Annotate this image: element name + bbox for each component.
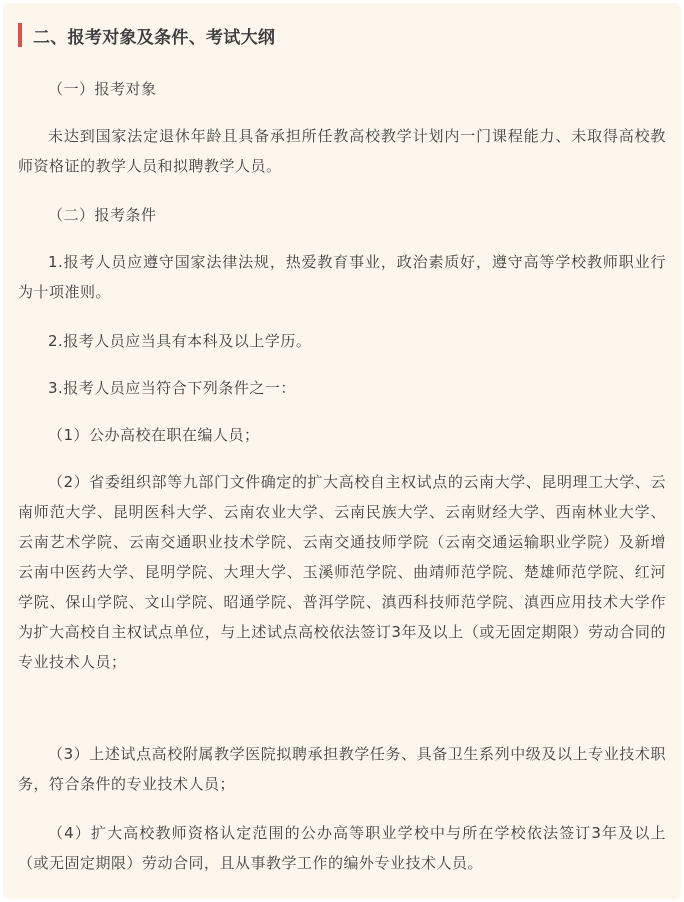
- paragraph-item-3: （3）上述试点高校附属教学医院拟聘承担教学任务、具备卫生系列中级及以上专业技术职务，符合条件的专业技术人员；: [18, 745, 666, 793]
- paragraph-item-1: （1）公办高校在职在编人员；: [48, 426, 260, 444]
- paragraph-item-2: （2）省委组织部等九部门文件确定的扩大高校自主权试点的云南大学、昆明理工大学、云南师范大学、昆明医科大学、云南农业大学、云南民族大学、云南财经大学、西南林业大学、云南艺术学院、云南交通职业技术学院、云南交通技师学院（云南交通运输职业学院）及新增云南中医药大学、昆明学院、大理大学、玉溪师范学院、曲靖师范学院、楚雄师范学院、红河学院、保山学院、文山学院、昭通学院、普洱学院、滇西科技师范学院、滇西应用技术大学作为扩大高校自主权试点单位，与上述试点高校依法签订3年及以上（或无固定期限）劳动合同的专业技术人员；: [18, 473, 666, 671]
- heading-accent-bar: [18, 23, 22, 47]
- section-heading: [18, 22, 275, 48]
- paragraph-condition-2: 2.报考人员应当具有本科及以上学历。: [48, 332, 312, 350]
- paragraph-condition-1: 1.报考人员应遵守国家法律法规，热爱教育事业，政治素质好，遵守高等学校教师职业行为十项准则。: [18, 253, 666, 301]
- paragraph-item-4: （4）扩大高校教师资格认定范围的公办高等职业学校中与所在学校依法签订3年及以上（或无固定期限）劳动合同，且从事教学工作的编外专业技术人员。: [18, 824, 666, 872]
- section-title: 二、报考对象及条件、考试大纲: [33, 27, 276, 48]
- paragraph-condition-3: 3.报考人员应当符合下列条件之一：: [48, 379, 296, 397]
- paragraph-target-heading: （一）报考对象: [48, 80, 157, 98]
- paragraph-target-body: 未达到国家法定退休年龄且具备承担所任教高校教学计划内一门课程能力、未取得高校教师资格证的教学人员和拟聘教学人员。: [18, 127, 666, 175]
- paragraph-conditions-heading: （二）报考条件: [48, 206, 157, 224]
